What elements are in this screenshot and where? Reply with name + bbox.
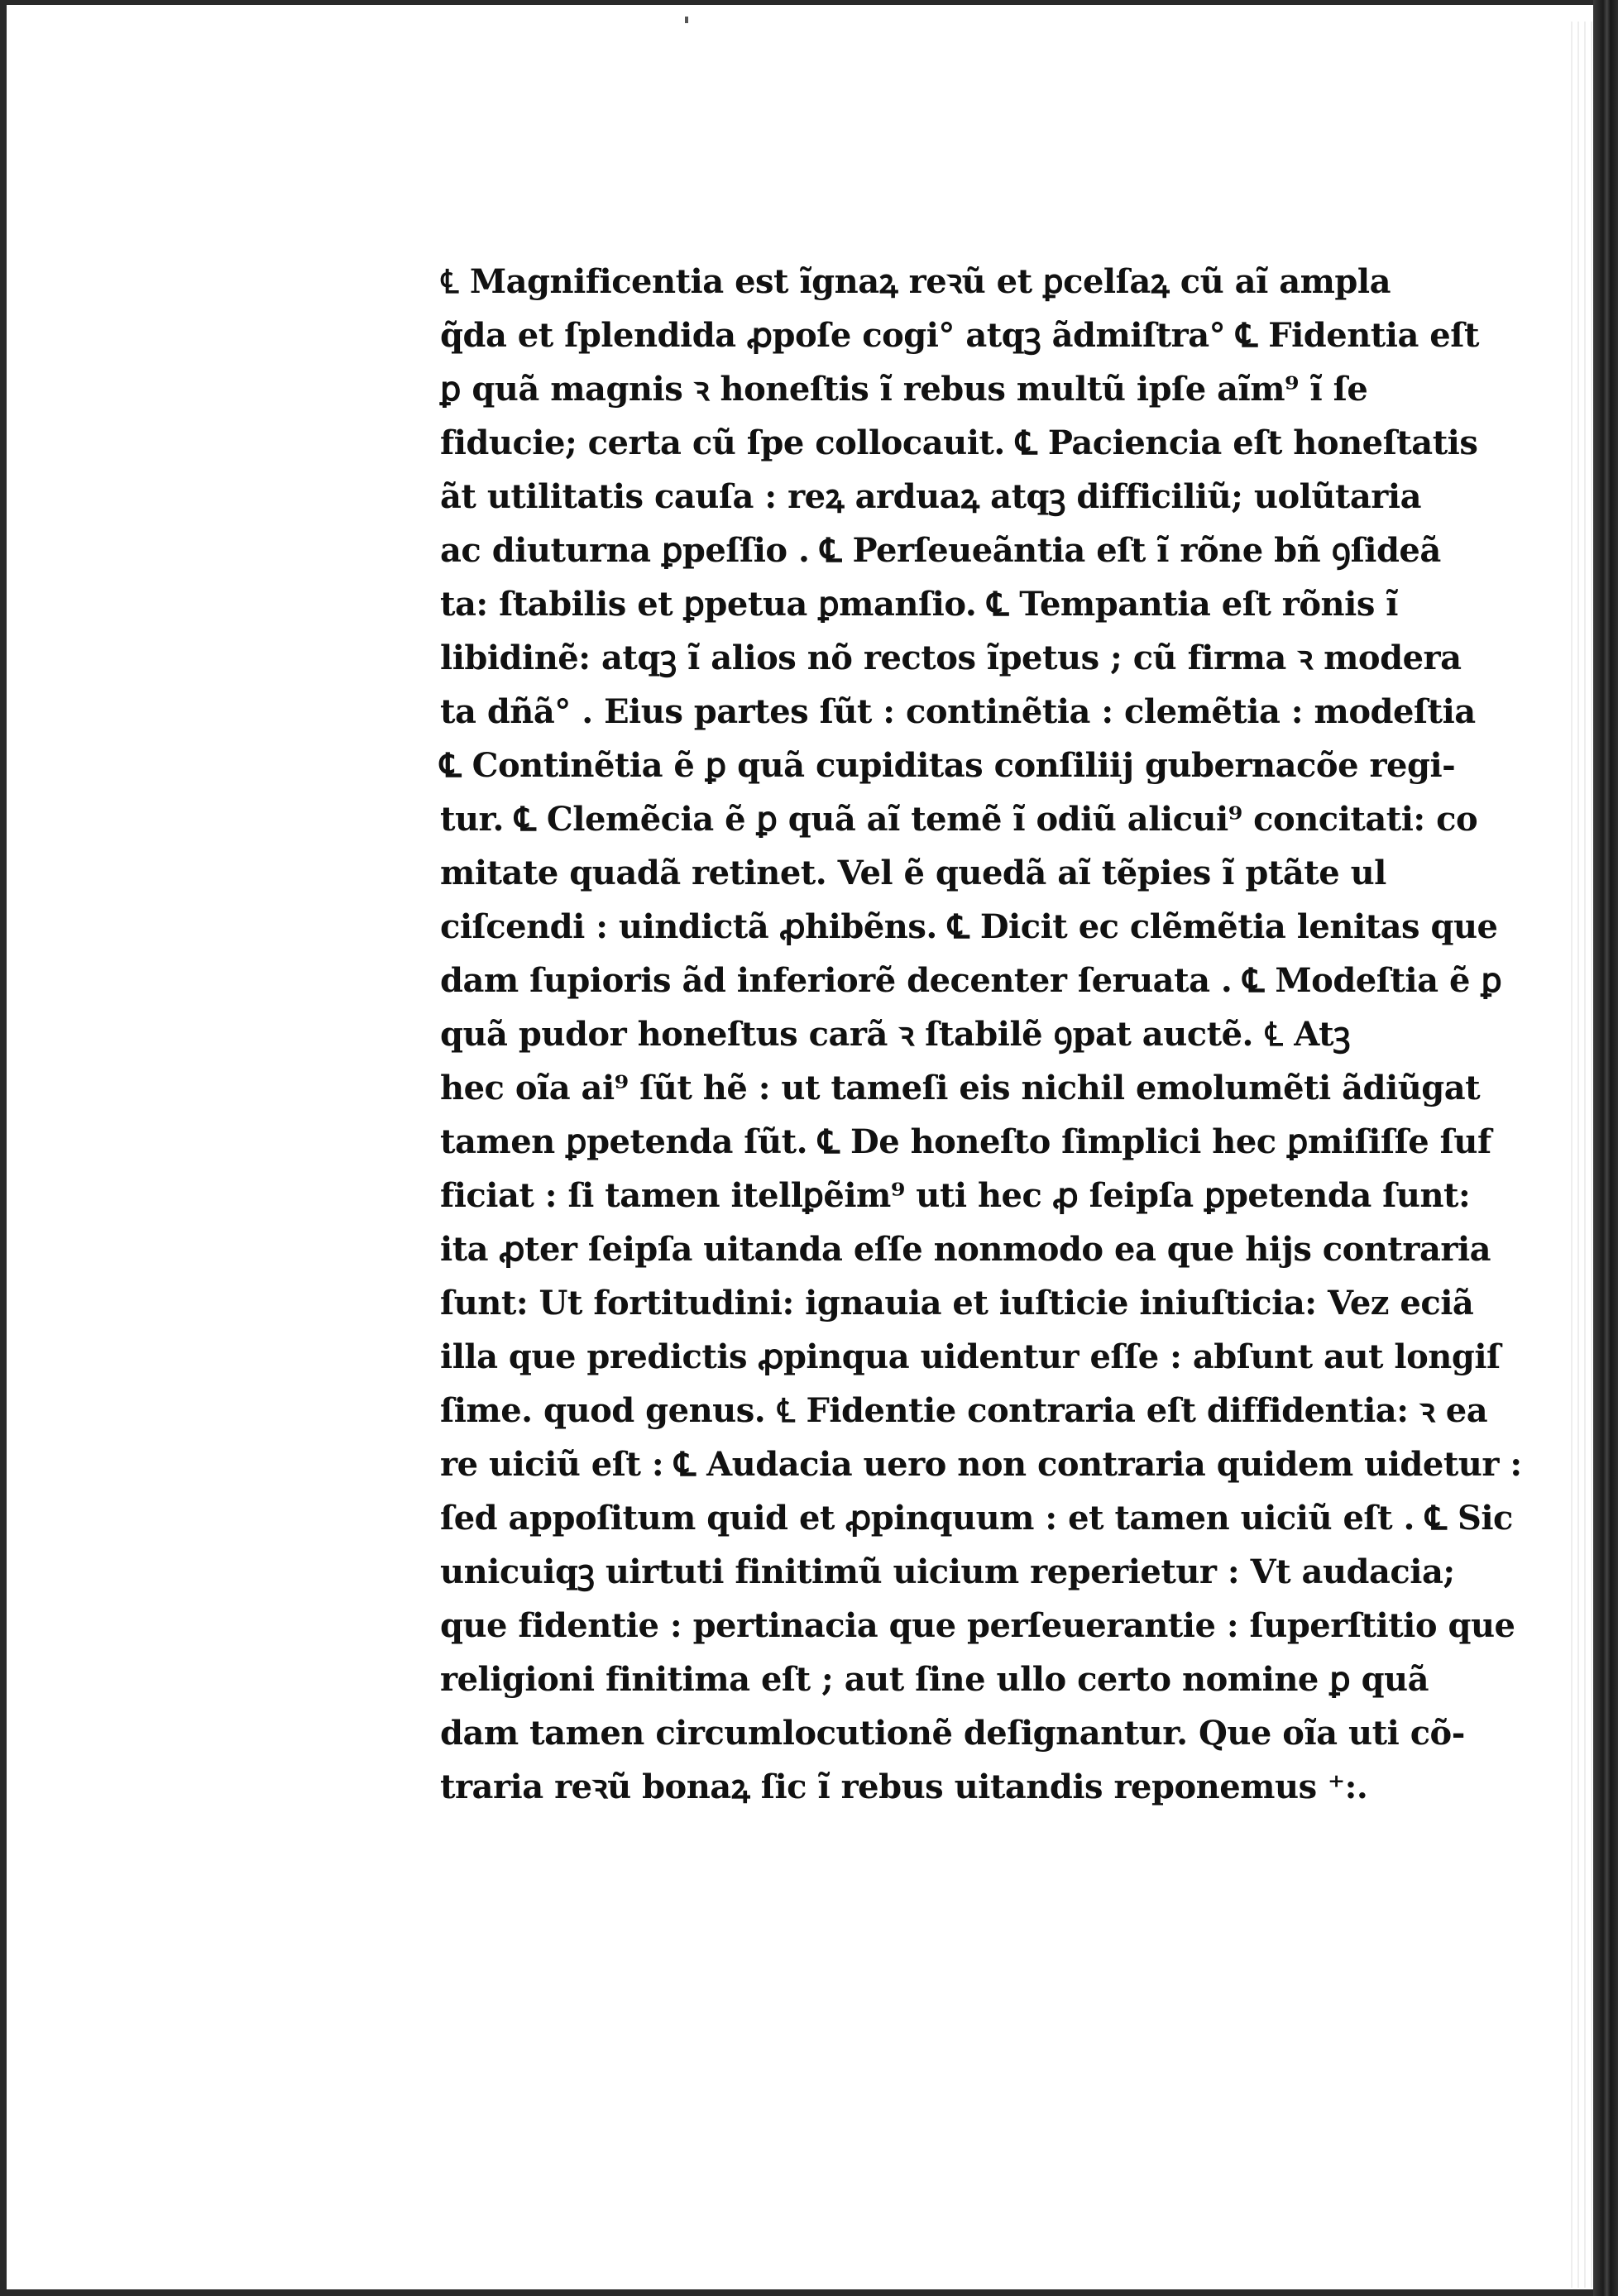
text-line-25: unicuiqꝫ uirtuti finitimũ uicium reperietur : Vt audacia; xyxy=(440,1552,1455,1591)
text-line-14: dam ſupioris ãd inferiorẽ decenter ſeruata . ℄ Modeſtia ẽ ꝑ xyxy=(440,961,1502,1000)
text-line-1: ℄ Magnificentia est ĩgnaꝝ reꝛũ et ꝑcelſaꝝ cũ aĩ ampla xyxy=(440,262,1391,301)
text-line-21: illa que predictis ꝓpinqua uidentur eſſe : abſunt aut longiſ xyxy=(440,1337,1501,1376)
text-line-13: ciſcendi : uindictã ꝓhibẽns. ℄ Dicit ec clẽmẽtia lenitas que xyxy=(440,907,1498,946)
page-leaf-edges xyxy=(1568,22,1593,2288)
text-line-20: ſunt: Ut fortitudini: ignauia et iuſticie iniuſticia: Vez eciã xyxy=(440,1284,1474,1323)
text-line-12: mitate quadã retinet. Vel ẽ quedã aĩ tẽpies ĩ ptãte ul xyxy=(440,854,1386,892)
text-line-6: ac diuturna ꝑpeſſio . ℄ Perſeueãntia eſt ĩ rõne bñ ꝯſideã xyxy=(440,531,1441,570)
text-line-3: ꝑ quã magnis ꝛ honeſtis ĩ rebus multũ ipſe aĩm⁹ ĩ ſe xyxy=(440,370,1368,409)
text-line-19: ita ꝓter ſeipſa uitanda eſſe nonmodo ea que hĳs contraria xyxy=(440,1230,1491,1269)
text-line-16: hec oĩa ai⁹ ſũt hẽ : ut tameſi eis nichil emolumẽti ãdiũgat xyxy=(440,1069,1481,1107)
text-line-18: ficiat : ſi tamen itellꝑẽim⁹ uti hec ꝓ ſeipſa ꝑpetenda ſunt: xyxy=(440,1176,1471,1215)
text-line-17: tamen ꝑpetenda ſũt. ℄ De honeſto ſimplici hec ꝑmiſiſſe ſuf xyxy=(440,1122,1491,1161)
text-line-5: ãt utilitatis cauſa : reꝝ arduaꝝ atqꝫ difficiliũ; uolũtaria xyxy=(440,477,1421,516)
manuscript-page xyxy=(7,5,1593,2289)
text-line-23: re uiciũ eſt : ℄ Audacia uero non contraria quidem uidetur : xyxy=(440,1445,1522,1484)
text-line-27: religioni finitima eſt ; aut ſine ullo certo nomine ꝑ quã xyxy=(440,1660,1429,1699)
text-line-9: ta dñã° . Eius partes ſũt : continẽtia : clemẽtia : modeſtia xyxy=(440,692,1476,731)
text-line-7: ta: ſtabilis et ꝑpetua ꝑmanſio. ℄ Tempantia eſt rõnis ĩ xyxy=(440,585,1398,624)
text-line-24: ſed appoſitum quid et ꝓpinquum : et tamen uiciũ eſt . ℄ Sic xyxy=(440,1499,1513,1538)
text-line-26: que fidentie : pertinacia que perſeuerantie : ſuperſtitio que xyxy=(440,1606,1515,1645)
page-mark xyxy=(685,17,688,23)
text-line-29: traria reꝛũ bonaꝝ ſic ĩ rebus uitandis reponemus ⁺:. xyxy=(440,1767,1368,1806)
text-block xyxy=(440,255,1522,1814)
book-binding xyxy=(1593,0,1618,2296)
text-line-22: ſime. quod genus. ℄ Fidentie contraria eſt diffidentia: ꝛ ea xyxy=(440,1391,1488,1430)
text-line-4: fiducie; certa cũ ſpe collocauit. ℄ Paciencia eſt honeſtatis xyxy=(440,423,1478,462)
text-line-8: libidinẽ: atqꝫ ĩ alios nõ rectos ĩpetus ; cũ firma ꝛ modera xyxy=(440,639,1462,677)
text-line-2: q̃da et ſplendida ꝓpoſe cogi° atqꝫ ãdmiſtra° ℄ Fidentia eſt xyxy=(440,316,1479,355)
text-line-28: dam tamen circumlocutionẽ deſignantur. Que oĩa uti cõ- xyxy=(440,1714,1465,1753)
text-line-15: quã pudor honeſtus carã ꝛ ſtabilẽ ꝯpat auctẽ. ℄ Atꝫ xyxy=(440,1015,1351,1054)
text-line-11: tur. ℄ Clemẽcia ẽ ꝑ quã aĩ temẽ ĩ odiũ alicui⁹ concitati: co xyxy=(440,800,1478,839)
text-line-10: ℄ Continẽtia ẽ ꝑ quã cupiditas conſiliĳ gubernacõe regi- xyxy=(440,746,1456,785)
